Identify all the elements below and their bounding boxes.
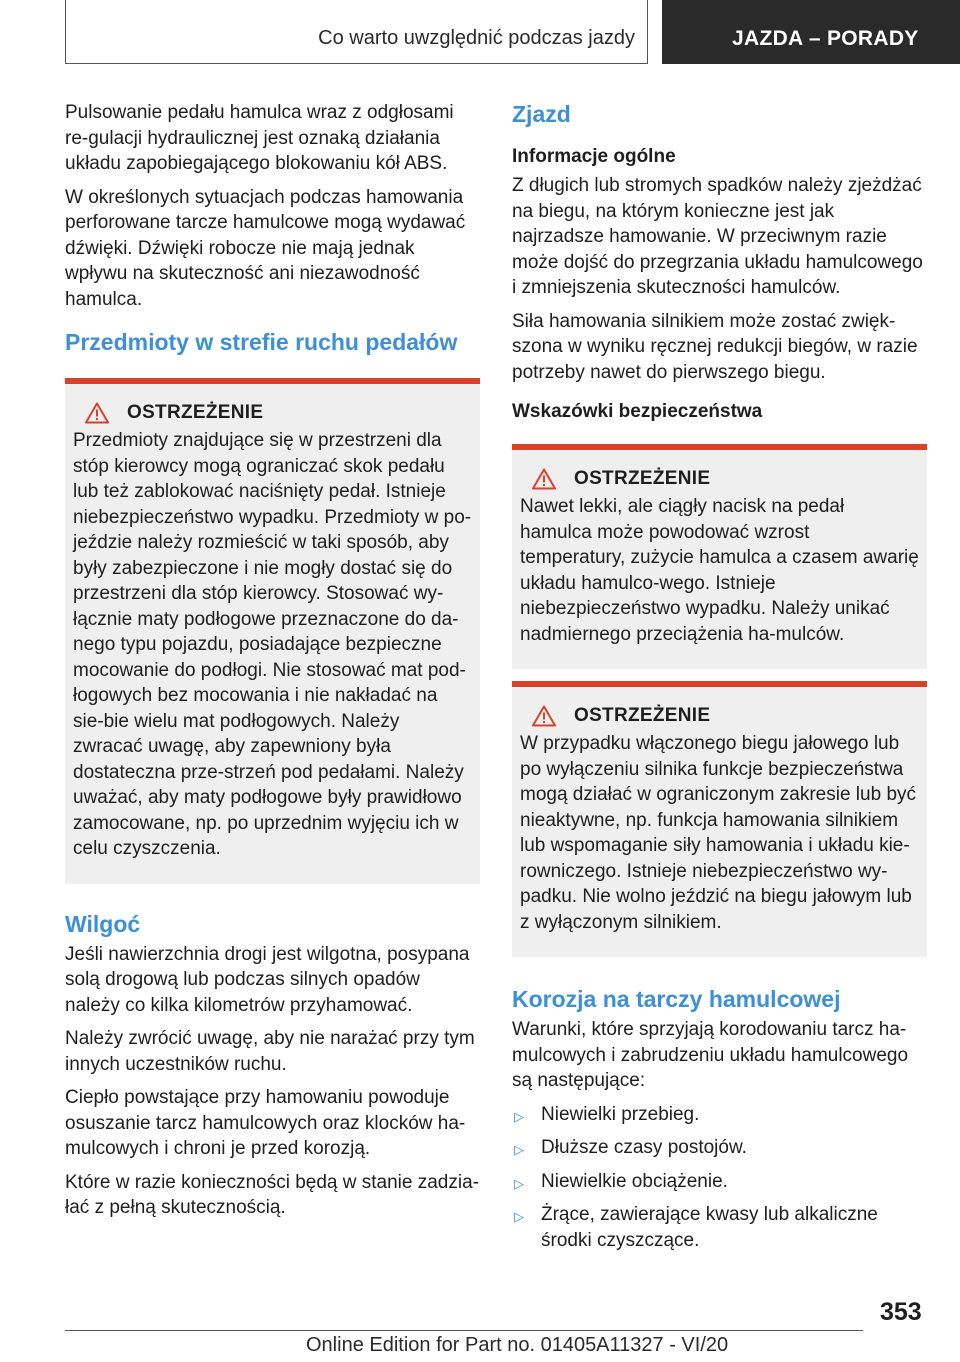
- paragraph-moisture-1: Jeśli nawierzchnia drogi jest wilgotna, posypana solą drogową lub podczas silnych opadów należy co kilka kilometrów przyhamować.: [65, 943, 470, 1016]
- subheading-general-info: Informacje ogólne: [512, 146, 676, 167]
- header-section-box: [65, 0, 648, 64]
- warning-icon: [532, 468, 556, 490]
- list-item: ▷ Niewielkie obciążenie.: [512, 1169, 927, 1195]
- warning-text: W przypadku włączonego biegu jałowego lub po wyłączeniu silnika funkcje bezpieczeństwa mogą działać w ograniczonym zakresie lub być nieaktywne, np. funkcja hamowania silnikiem lub wspomaganie siły hamowania i układu kie-rowniczego. Istnieje niebezpieczeństwo wy-padku. Nie wolno jeździć na biegu jałowym lub z wyłączonym silnikiem.: [520, 733, 917, 933]
- bullet-triangle-icon: ▷: [514, 1175, 524, 1191]
- header-section-title: Co warto uwzględnić podczas jazdy: [318, 27, 635, 49]
- footer-edition: Online Edition for Part no. 01405A11327 - VI/20: [306, 1334, 729, 1356]
- left-column: [65, 100, 480, 1229]
- warning-title: OSTRZEŻENIE: [574, 705, 711, 726]
- warning-icon: [532, 705, 556, 727]
- paragraph-abs: Pulsowanie pedału hamulca wraz z odgłosami re-gulacji hydraulicznej jest oznaką działania układu zapobiegającego blokowaniu kół ABS.: [65, 102, 454, 174]
- warning-text: Przedmioty znajdujące się w przestrzeni dla stóp kierowcy mogą ograniczać skok pedału lub też zablokować naciśnięty pedał. Istnieje niebezpieczeństwo wypadku. Przedmioty w po-jeździe należy rozmieścić w taki sposób, aby były zabezpieczone i nie mogły dostać się do przestrzeni dla stóp kierowcy. Stosować wy-łącznie maty podłogowe przeznaczone do da-nego typu pojazdu, posiadające bezpieczne mocowanie do podłogi. Nie stosować mat pod-łogowych bez mocowania i nie nakładać na sie-bie wielu mat podłogowych. Należy zwracać uwagę, aby zapewniony była dostateczna prze-strzeń pod pedałami. Należy uważać, aby maty podłogowe były prawidłowo zamocowane, np. po uprzednim wyjęciu ich w celu czyszczenia.: [73, 430, 472, 859]
- header-chapter-title: JAZDA – PORADY: [732, 27, 919, 50]
- paragraph-descent-2: Siła hamowania silnikiem może zostać zwięk-szona w wyniku ręcznej redukcji biegów, w razie potrzeby nawet do pierwszego biegu.: [512, 310, 918, 383]
- corrosion-conditions-list: [512, 1102, 927, 1254]
- warning-title: OSTRZEŻENIE: [127, 402, 264, 423]
- list-item: ▷ Żrące, zawierające kwasy lub alkaliczne środki czyszczące.: [514, 1204, 878, 1251]
- warning-box-neutral-gear: [512, 681, 927, 957]
- paragraph-moisture-4: Które w razie konieczności będą w stanie zadzia-łać z pełną skutecznością.: [65, 1171, 479, 1218]
- page-number: 353: [880, 1298, 922, 1326]
- warning-title: OSTRZEŻENIE: [574, 468, 711, 489]
- footer-divider: [65, 1330, 863, 1331]
- paragraph-perforated-discs: W określonych sytuacjach podczas hamowania perforowane tarcze hamulcowe mogą wydawać dźwięki. Dźwięki robocze nie mają jednak wpływu na skuteczność ani niezawodność hamulca.: [65, 186, 466, 310]
- paragraph-descent-1: Z długich lub stromych spadków należy zjeżdżać na biegu, na którym konieczne jest jak najrzadsze hamowanie. W przeciwnym razie może dojść do przegrzania układu hamulcowego i zmniejszenia skuteczności hamulców.: [512, 175, 923, 298]
- paragraph-moisture-2: Należy zwrócić uwagę, aby nie narażać przy tym innych uczestników ruchu.: [65, 1028, 475, 1075]
- paragraph-moisture-3: Ciepło powstające przy hamowaniu powoduje osuszanie tarcz hamulcowych oraz klocków ha-mulcowych i chroni je przed korozją.: [65, 1087, 466, 1159]
- header-chapter-box: [662, 0, 960, 64]
- bullet-triangle-icon: ▷: [514, 1108, 524, 1124]
- heading-moisture: Wilgoć: [65, 910, 141, 937]
- warning-box-brake-pressure: [512, 444, 927, 669]
- bullet-triangle-icon: ▷: [514, 1209, 524, 1224]
- warning-text: Nawet lekki, ale ciągły nacisk na pedał hamulca może powodować wzrost temperatury, zużycie hamulca a czasem awarię układu hamulco-wego. Istnieje niebezpieczeństwo wypadku. Należy unikać nadmiernego przeciążenia ha-mulców.: [520, 496, 919, 645]
- bullet-triangle-icon: ▷: [514, 1142, 524, 1157]
- list-item: ▷ Dłuższe czasy postojów.: [512, 1135, 927, 1161]
- paragraph-corrosion-intro: Warunki, które sprzyjają korodowaniu tarcz ha-mulcowych i zabrudzeniu układu hamulcowego są następujące:: [512, 1019, 909, 1091]
- heading-descent: Zjazd: [512, 101, 571, 127]
- right-column: [512, 100, 927, 1261]
- subheading-safety-tips: Wskazówki bezpieczeństwa: [512, 401, 763, 422]
- list-item: ▷ Niewielki przebieg.: [512, 1102, 927, 1128]
- warning-box-pedal-objects: [65, 378, 480, 884]
- warning-icon: [85, 402, 109, 424]
- heading-corrosion: Korozja na tarczy hamulcowej: [512, 986, 841, 1012]
- heading-pedal-objects: Przedmioty w strefie ruchu pedałów: [65, 329, 458, 355]
